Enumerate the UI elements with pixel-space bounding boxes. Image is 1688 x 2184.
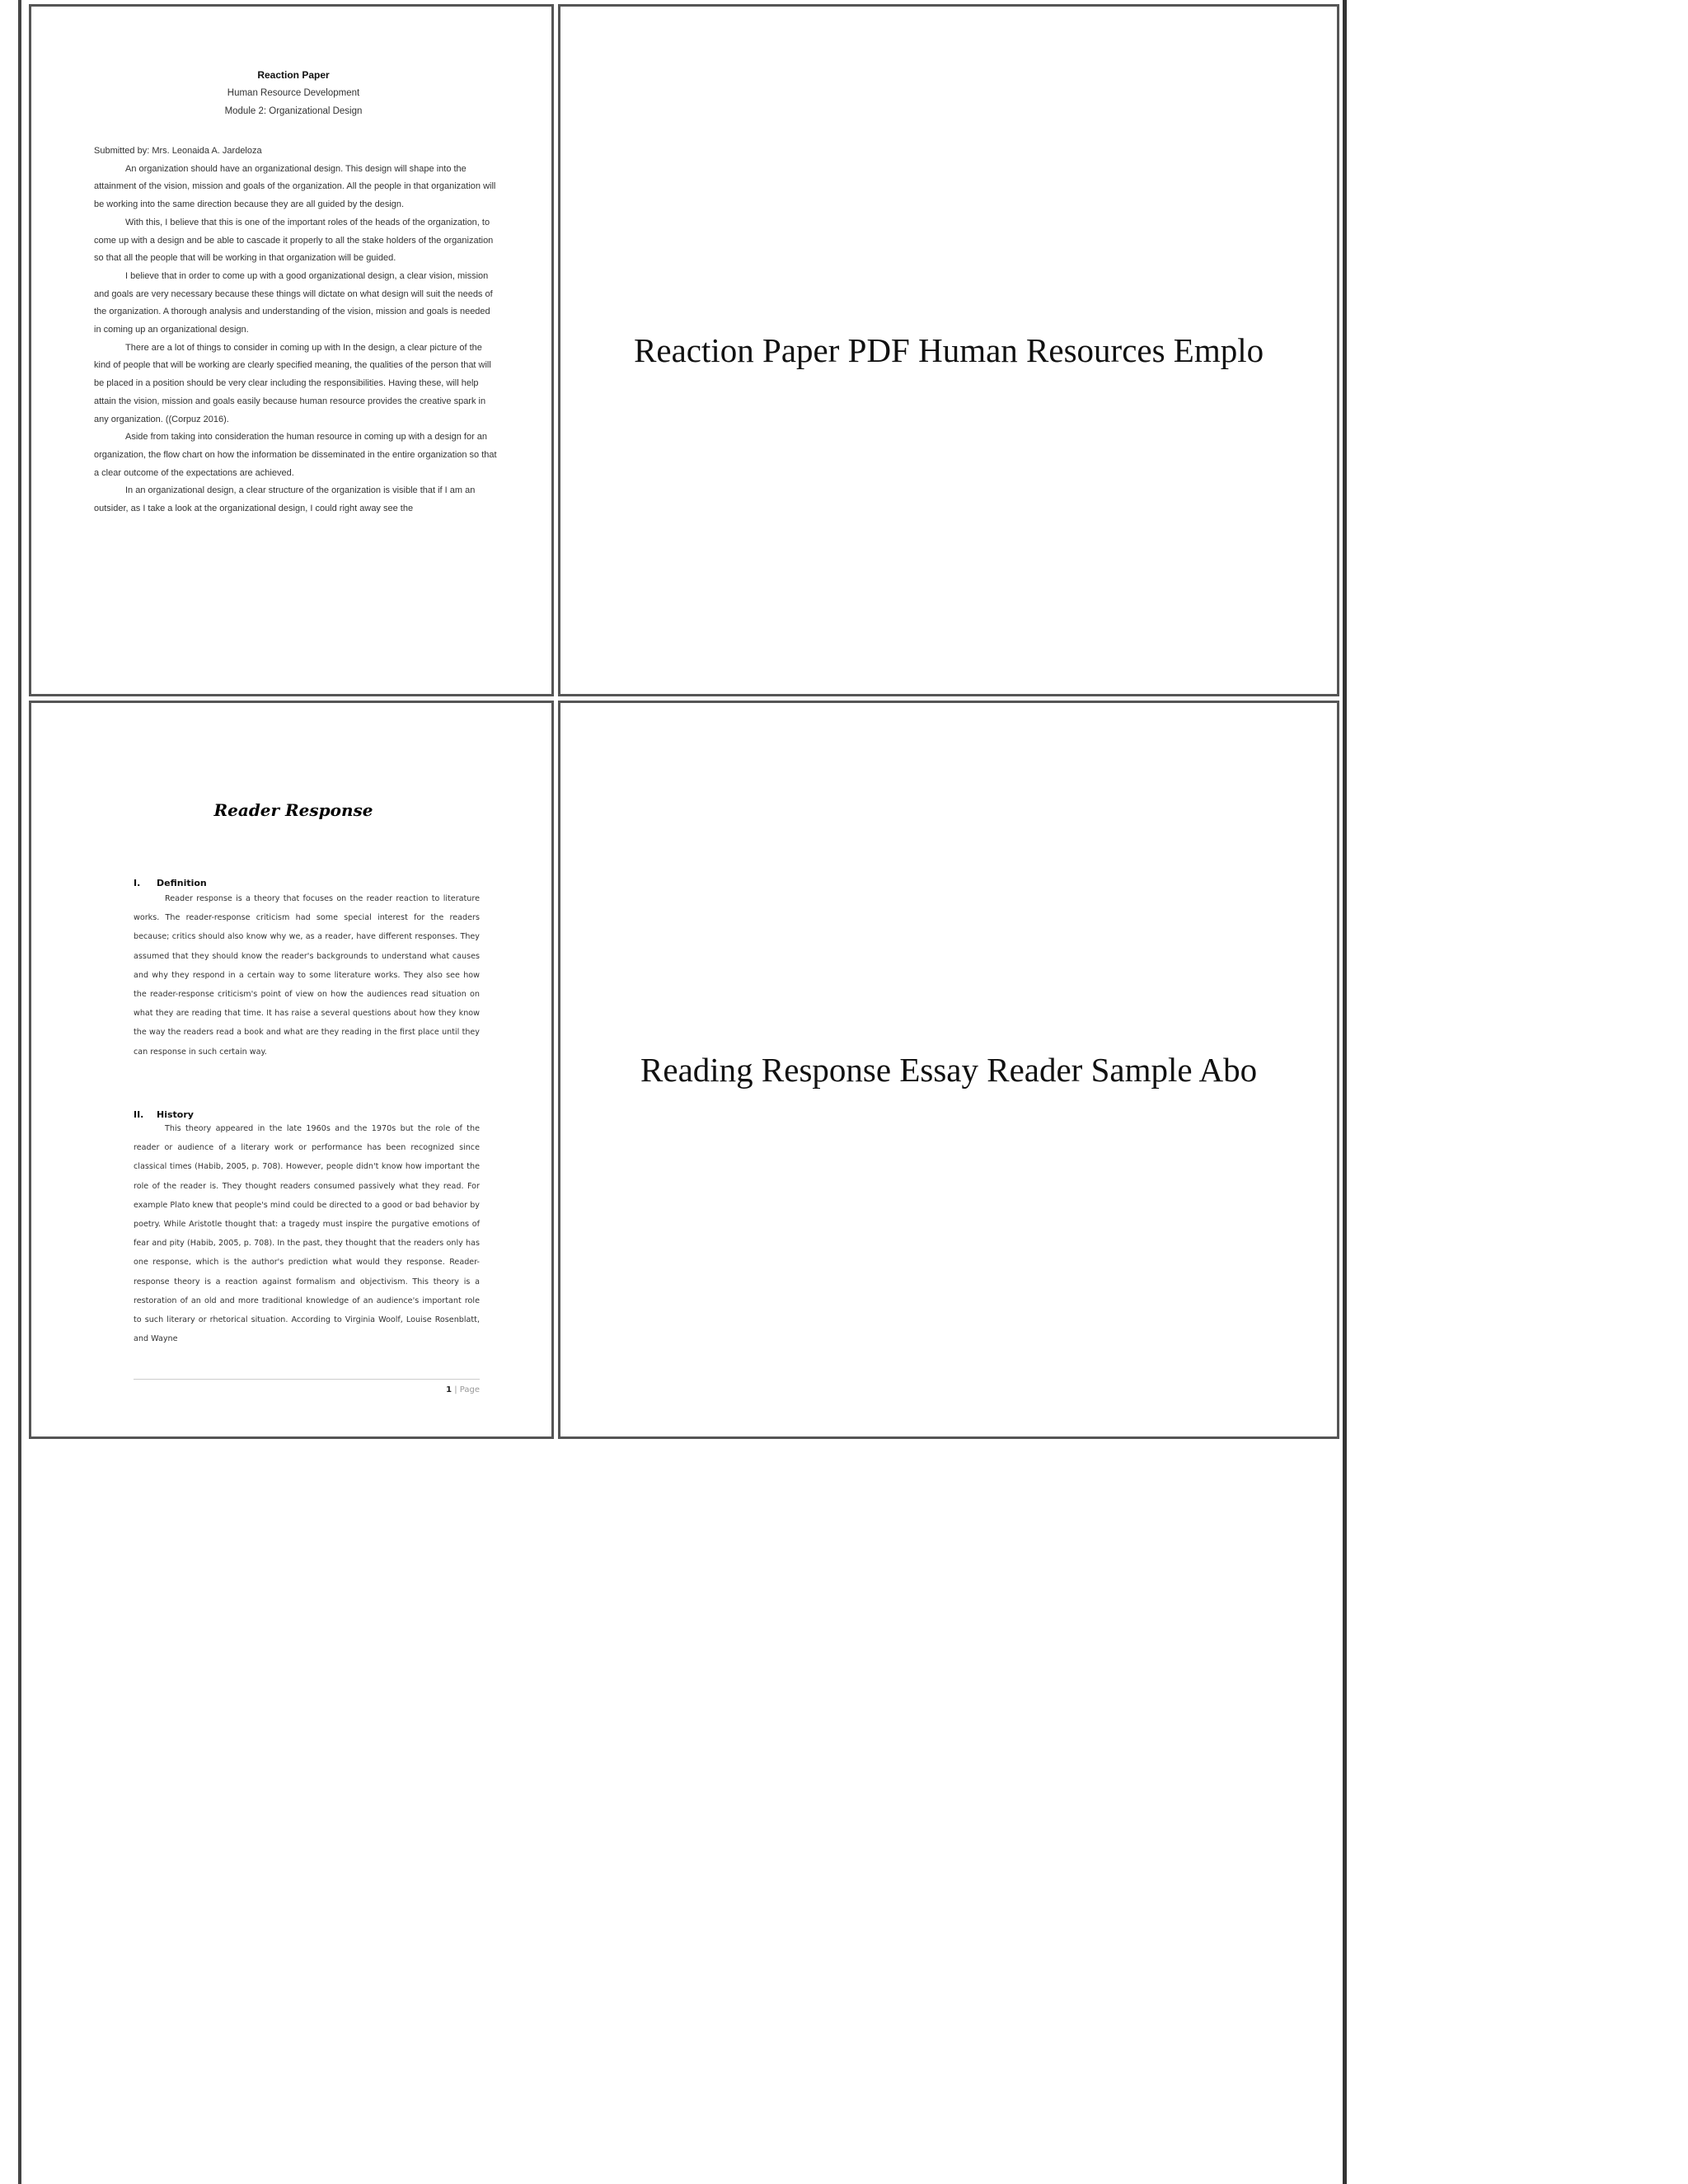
section-number: I. (134, 878, 141, 888)
section-title: History (157, 1109, 194, 1120)
document-preview (31, 7, 554, 696)
footer-rule (134, 1379, 480, 1380)
doc-paragraph: There are a lot of things to consider in coming up with In the design, a clear picture of the kind of people that will be working are clearly specified meaning, the qualities of the person that will be placed in a position should be very clear including the responsibilities. Having these, will help attain the vision, mission and goals easily because human resource provides the creative spark in any organization. ((Corpuz 2016). (94, 342, 491, 424)
caption-cell[interactable] (558, 4, 1339, 696)
doc-paragraph: I believe that in order to come up with a good organizational design, a clear vision, mission and goals are very necessary because these things will dictate on what design will suit the needs of the organization. A thorough analysis and understanding of the vision, mission and goals is needed in coming up an organizational design. (94, 270, 493, 335)
doc-paragraph: An organization should have an organizational design. This design will shape into the attainment of the vision, mission and goals of the organization. All the people in that organization will be working into the same direction because they are all guided by the design. (94, 163, 496, 210)
section-number: II. (134, 1109, 144, 1120)
thumbnail-reader-response[interactable] (29, 701, 554, 1439)
section-text: Reader response is a theory that focuses on the reader reaction to literature works. The reader-response criticism had some special interest for the readers because; critics should also know why we, as a reader, have different responses. They assumed that they should know the reader's backgrounds to understand what causes and why they respond in a certain way to some literature works. They also see how the reader-response criticism's point of view on how the audiences read situation on what they are reading that time. It has raise a several questions about how they know the way the readers read a book and what are they reading in the first place until they can response in such certain way. (134, 894, 480, 1057)
image-caption[interactable]: Reaction Paper PDF Human Resources Emplo (634, 331, 1264, 369)
caption-cell[interactable] (558, 701, 1339, 1439)
doc-paragraph: With this, I believe that this is one of the important roles of the heads of the organization, to come up with a design and be able to cascade it properly to all the stake holders of the organization so that all the people that will be working in that organization will be guided. (94, 217, 494, 264)
grid-row-2 (29, 701, 1339, 1439)
page-number: 1 | Page (446, 1385, 480, 1394)
document-preview (31, 703, 554, 1439)
section-text: This theory appeared in the late 1960s and the 1970s but the role of the reader or audience of a literary work or performance has been recognized since classical times (Habib, 2005, p. 708). However, people didn't know how important the role of the reader is. They thought readers consumed passively what they read. For example Plato knew that people's mind could be directed to a good or bad behavior by poetry. While Aristotle thought that: a tragedy must inspire the purgative emotions of fear and pity (Habib, 2005, p. 708). In the past, they thought that the readers only has one response, which is the author's prediction what would they response. Reader-response theory is a reaction against formalism and objectivism. This theory is a restoration of an old and more traditional knowledge of an audience's important role to such literary or rhetorical situation. According to Virginia Woolf, Louise Rosenblatt, and Wayne (134, 1124, 480, 1344)
section-title: Definition (157, 878, 207, 888)
image-caption[interactable]: Reading Response Essay Reader Sample Abo (640, 1051, 1258, 1089)
doc-paragraph: Aside from taking into consideration the human resource in coming up with a design for an organization, the flow chart on how the information be disseminated in the entire organization so that a clear outcome of the expectations are achieved. (94, 432, 497, 478)
doc-title: Reader Response (213, 800, 373, 820)
doc-subtitle: Module 2: Organizational Design (224, 106, 363, 116)
thumbnail-reaction-paper[interactable] (29, 4, 554, 696)
grid-row-1 (29, 4, 1339, 696)
doc-subtitle: Human Resource Development (227, 88, 360, 98)
section-heading (134, 878, 207, 888)
doc-body (94, 143, 498, 518)
doc-submitted-by: Submitted by: Mrs. Leonaida A. Jardeloza (94, 146, 262, 156)
doc-paragraph: In an organizational design, a clear structure of the organization is visible that if I am an outsider, as I take a look at the organizational design, I could right away see the (94, 485, 476, 514)
doc-title: Reaction Paper (257, 69, 330, 81)
image-grid (25, 0, 1343, 1443)
